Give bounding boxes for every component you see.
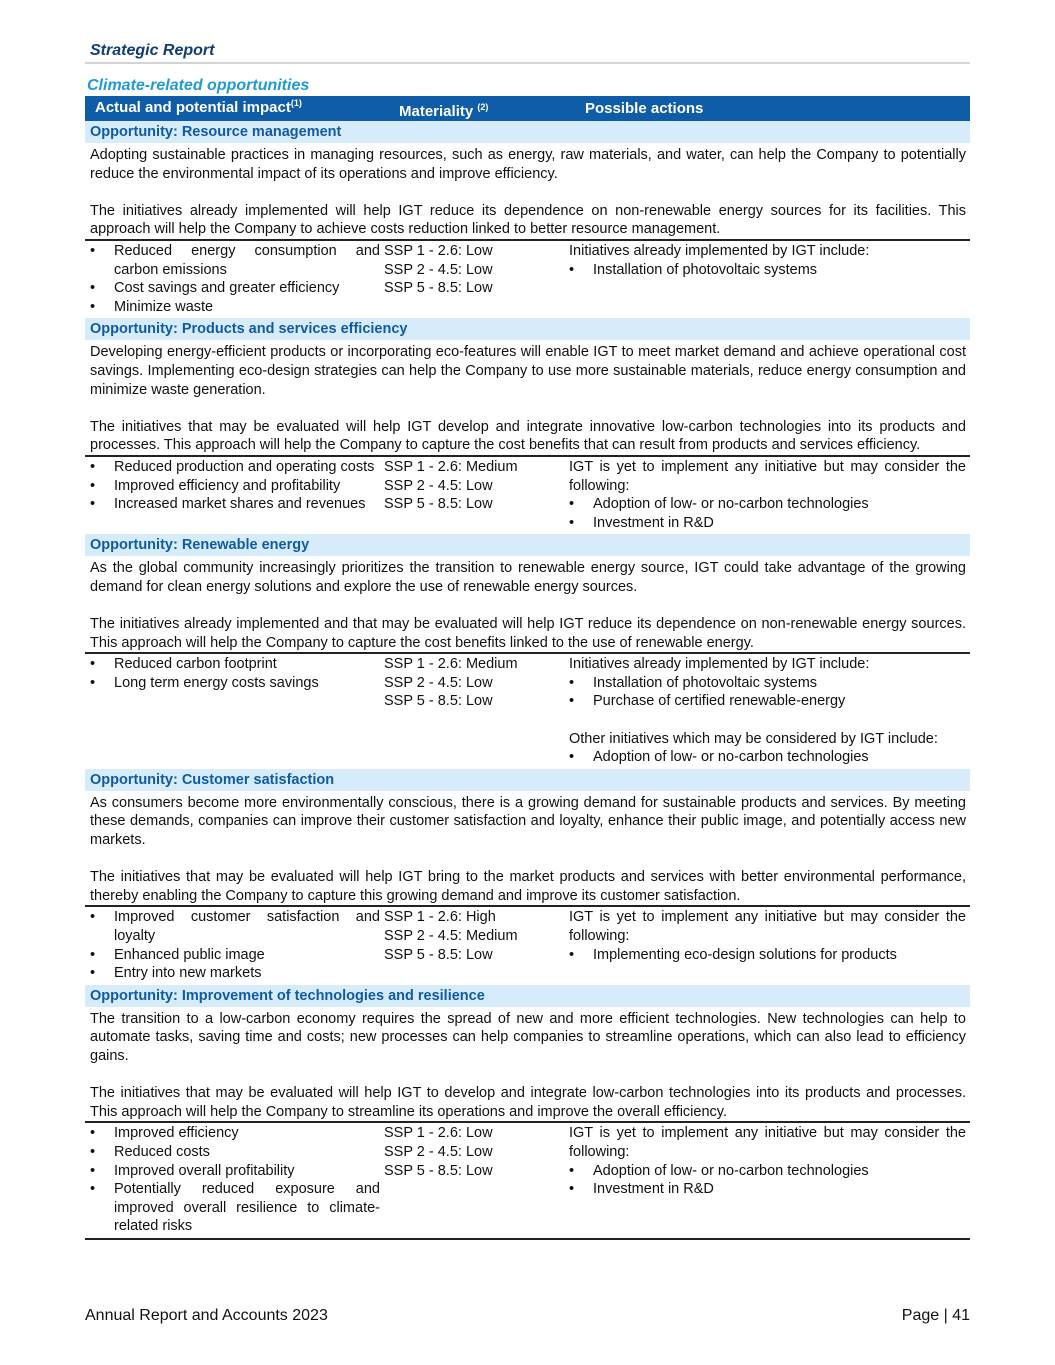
impact-item: • Improved efficiency xyxy=(90,1124,380,1143)
actions-cell xyxy=(569,908,970,982)
materiality-item: SSP 2 - 4.5: Low xyxy=(384,477,493,494)
impact-item: • Long term energy costs savings xyxy=(90,674,380,693)
section-title: Climate-related opportunities xyxy=(87,77,310,94)
table-header xyxy=(85,96,970,121)
description-paragraph: The initiatives that may be evaluated will help IGT bring to the market products and services with better environmental performance, thereby enabling the Company to capture this growing demand and improve its customer satisfaction. xyxy=(90,869,966,904)
description-paragraph: The initiatives that may be evaluated will help IGT to develop and integrate low-carbon technologies into its products and processes. This approach will help the Company to streamline its operations and improve the overall efficiency. xyxy=(90,1085,966,1120)
impact-item: • Reduced costs xyxy=(90,1143,380,1162)
impact-cell xyxy=(85,655,380,767)
opportunity-title: Opportunity: Renewable energy xyxy=(85,534,970,556)
materiality-item: SSP 2 - 4.5: Medium xyxy=(384,927,518,944)
impact-cell xyxy=(85,458,380,532)
action-item: • Installation of photovoltaic systems xyxy=(569,261,966,280)
impact-item: • Increased market shares and revenues xyxy=(90,495,380,514)
header-materiality-label: Materiality xyxy=(399,102,474,120)
opportunity-details-row xyxy=(85,455,970,534)
impact-cell xyxy=(85,1124,380,1236)
materiality-cell xyxy=(380,458,569,532)
impact-item: • Enhanced public image xyxy=(90,946,380,965)
opportunity-title: Opportunity: Products and services efficiency xyxy=(85,318,970,340)
opportunity-description xyxy=(85,791,970,906)
header-materiality xyxy=(399,102,585,120)
action-item: • Implementing eco-design solutions for products xyxy=(569,946,966,965)
materiality-item: SSP 5 - 8.5: Low xyxy=(384,1162,493,1179)
impact-cell xyxy=(85,242,380,316)
materiality-item: SSP 5 - 8.5: Low xyxy=(384,693,493,710)
opportunity-details-row xyxy=(85,1121,970,1238)
action-item: • Adoption of low- or no-carbon technologies xyxy=(569,495,966,514)
materiality-item: SSP 2 - 4.5: Low xyxy=(384,1143,493,1160)
materiality-item: SSP 1 - 2.6: Medium xyxy=(384,656,518,673)
description-paragraph: The initiatives already implemented will help IGT reduce its dependence on non-renewable energy sources for its facilities. This approach will help the Company to achieve costs reduction linked to better resource management. xyxy=(90,202,966,238)
action-item: • Investment in R&D xyxy=(569,1180,966,1199)
actions-intro: Other initiatives which may be considered by IGT include: xyxy=(569,730,938,747)
header-actions: Possible actions xyxy=(585,100,704,117)
actions-intro: IGT is yet to implement any initiative but may consider the following: xyxy=(569,458,966,494)
spacer xyxy=(569,711,966,730)
actions-cell xyxy=(569,458,970,532)
action-item: • Adoption of low- or no-carbon technologies xyxy=(569,1162,966,1181)
opportunity-title: Opportunity: Customer satisfaction xyxy=(85,769,970,791)
actions-cell xyxy=(569,1124,970,1236)
actions-cell xyxy=(569,655,970,767)
impact-item: • Entry into new markets xyxy=(90,964,380,983)
actions-intro: Initiatives already implemented by IGT include: xyxy=(569,242,870,259)
actions-cell xyxy=(569,242,970,316)
opportunity-description xyxy=(85,340,970,455)
materiality-item: SSP 1 - 2.6: Medium xyxy=(384,458,518,475)
materiality-item: SSP 5 - 8.5: Low xyxy=(384,946,493,963)
materiality-cell xyxy=(380,1124,569,1236)
materiality-cell xyxy=(380,655,569,767)
page-footer xyxy=(85,1307,970,1325)
header-impact-label: Actual and potential impact xyxy=(95,98,291,116)
description-paragraph: As consumers become more environmentally conscious, there is a growing demand for sustainable products and services. By meeting these demands, companies can improve their customer satisfaction and loyalty, enhance their public image, and potentially access new markets. xyxy=(90,794,966,848)
header-materiality-footnote: (2) xyxy=(477,101,489,112)
header-impact-footnote: (1) xyxy=(290,97,302,108)
actions-intro: IGT is yet to implement any initiative but may consider the following: xyxy=(569,909,966,944)
impact-item: • Potentially reduced exposure and improved overall resilience to climate-related risks xyxy=(90,1180,380,1236)
description-paragraph: The transition to a low-carbon economy requires the spread of new and more efficient technologies. New technologies can help to automate tasks, saving time and costs; new processes can help companies to streamline operations, which can also lead to efficiency gains. xyxy=(90,1010,966,1064)
description-paragraph: The initiatives already implemented and that may be evaluated will help IGT reduce its dependence on non-renewable energy sources. This approach will help the Company to capture the cost benefits linked to the use of renewable energy. xyxy=(90,616,966,651)
impact-item: • Reduced energy consumption and carbon emissions xyxy=(90,242,380,279)
materiality-item: SSP 2 - 4.5: Low xyxy=(384,674,493,691)
opportunity-description xyxy=(85,556,970,652)
impact-item: • Cost savings and greater efficiency xyxy=(90,279,380,298)
impact-cell xyxy=(85,908,380,982)
materiality-item: SSP 1 - 2.6: High xyxy=(384,909,496,926)
opportunity-description xyxy=(85,143,970,239)
header-impact xyxy=(85,98,399,116)
description-paragraph: The initiatives that may be evaluated will help IGT develop and integrate innovative low-carbon technologies into its products and processes. This approach will help the Company to capture the cost benefits that can result from products and services efficiency. xyxy=(90,418,966,454)
table-bottom-rule xyxy=(85,1238,970,1240)
impact-item: • Minimize waste xyxy=(90,298,380,317)
materiality-item: SSP 1 - 2.6: Low xyxy=(384,1125,493,1142)
impact-item: • Improved customer satisfaction and loyalty xyxy=(90,908,380,945)
action-item: • Investment in R&D xyxy=(569,514,966,533)
actions-intro: Initiatives already implemented by IGT include: xyxy=(569,656,870,673)
materiality-cell xyxy=(380,242,569,316)
impact-item: • Improved efficiency and profitability xyxy=(90,477,380,496)
opportunity-details-row xyxy=(85,905,970,984)
action-item: • Installation of photovoltaic systems xyxy=(569,674,966,693)
materiality-cell xyxy=(380,908,569,982)
actions-intro: IGT is yet to implement any initiative but may consider the following: xyxy=(569,1125,966,1160)
impact-item: • Reduced carbon footprint xyxy=(90,655,380,674)
action-item: • Adoption of low- or no-carbon technologies xyxy=(569,748,966,767)
impact-item: • Improved overall profitability xyxy=(90,1162,380,1181)
report-title: Strategic Report xyxy=(85,40,970,64)
materiality-item: SSP 1 - 2.6: Low xyxy=(384,242,493,259)
materiality-item: SSP 2 - 4.5: Low xyxy=(384,261,493,278)
description-paragraph: Adopting sustainable practices in managing resources, such as energy, raw materials, and water, can help the Company to potentially reduce the environmental impact of its operations and improve efficiency. xyxy=(90,147,966,182)
opportunity-details-row xyxy=(85,239,970,318)
page-content xyxy=(85,40,970,1240)
footer-report-name: Annual Report and Accounts 2023 xyxy=(85,1307,328,1324)
action-item: • Purchase of certified renewable-energy xyxy=(569,692,966,711)
materiality-item: SSP 5 - 8.5: Low xyxy=(384,496,493,513)
impact-item: • Reduced production and operating costs xyxy=(90,458,380,477)
opportunity-title: Opportunity: Improvement of technologies and resilience xyxy=(85,985,970,1007)
opportunity-details-row xyxy=(85,652,970,769)
materiality-item: SSP 5 - 8.5: Low xyxy=(384,280,493,297)
footer-page-number: Page | 41 xyxy=(901,1307,970,1324)
description-paragraph: As the global community increasingly prioritizes the transition to renewable energy source, IGT could take advantage of the growing demand for clean energy solutions and explore the use of renewable energy sources. xyxy=(90,560,966,595)
opportunity-description xyxy=(85,1007,970,1122)
description-paragraph: Developing energy-efficient products or incorporating eco-features will enable IGT to meet market demand and achieve operational cost savings. Implementing eco-design strategies can help the Company to use more sustainable materials, reduce energy consumption and minimize waste generation. xyxy=(90,344,966,398)
opportunity-title: Opportunity: Resource management xyxy=(85,121,970,143)
